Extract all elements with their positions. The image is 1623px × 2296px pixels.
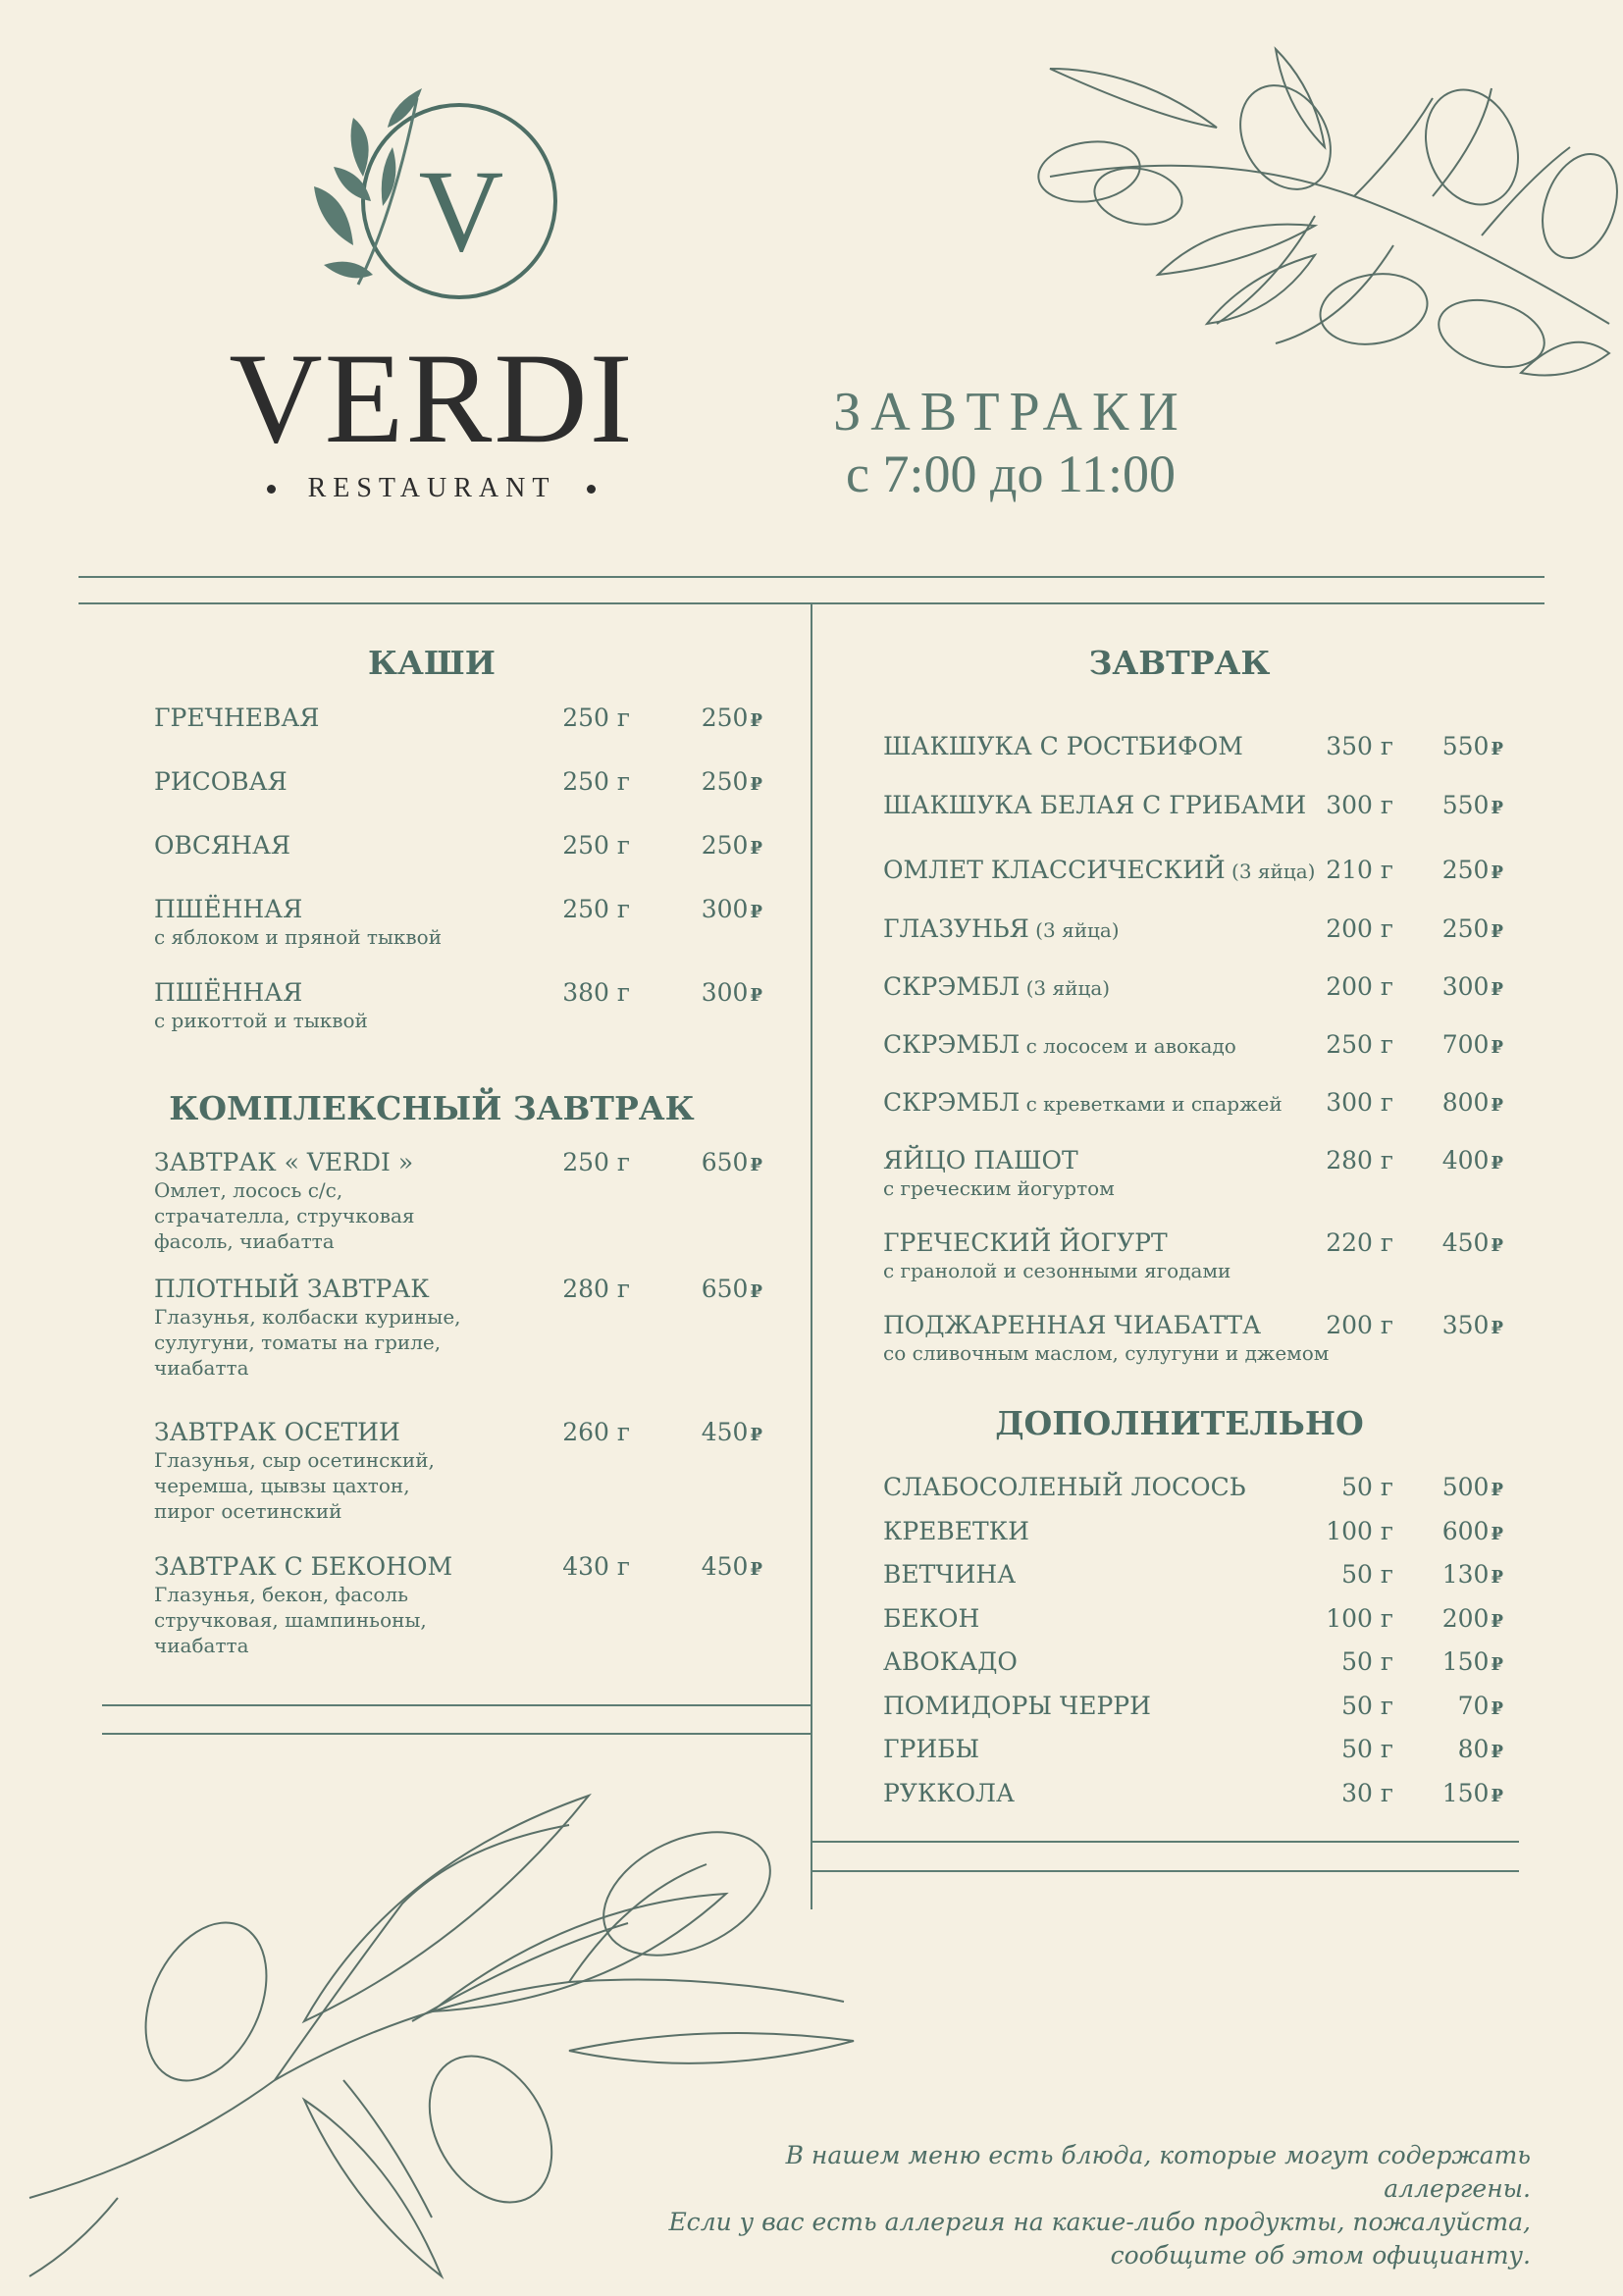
ruble-sign: ₽ <box>1491 1480 1503 1500</box>
item-name-text: КРЕВЕТКИ <box>883 1517 1029 1545</box>
item-name-text: ГРЕЧНЕВАЯ <box>154 704 320 732</box>
item-weight: 250 г <box>562 1148 630 1176</box>
item-name-text: ЗАВТРАК « VERDI » <box>154 1148 414 1176</box>
item-price <box>1442 1779 1503 1807</box>
item-price-value: 800 <box>1441 1088 1490 1117</box>
ruble-sign: ₽ <box>750 1281 762 1302</box>
ruble-sign: ₽ <box>750 1155 762 1175</box>
item-name <box>154 1148 413 1176</box>
item-weight: 200 г <box>1326 1311 1393 1339</box>
item-weight: 250 г <box>562 704 630 732</box>
item-name <box>883 1228 1168 1257</box>
item-price <box>1458 1692 1503 1720</box>
ruble-sign: ₽ <box>1491 979 1503 1000</box>
ruble-sign: ₽ <box>1491 1153 1503 1174</box>
item-weight: 300 г <box>1326 791 1393 819</box>
item-weight: 380 г <box>562 978 630 1007</box>
logo-monogram: V <box>418 145 504 276</box>
item-name-text: АВОКАДО <box>883 1647 1018 1676</box>
item-price-value: 450 <box>1441 1228 1490 1257</box>
allergen-notice-line-3: сообщите об этом официанту. <box>1110 2241 1531 2270</box>
item-price <box>702 895 762 923</box>
ruble-sign: ₽ <box>750 1425 762 1445</box>
item-price <box>1442 1560 1503 1589</box>
service-hours: с 7:00 до 11:00 <box>846 444 1176 503</box>
ruble-sign: ₽ <box>1491 1318 1503 1338</box>
item-price-value: 150 <box>1441 1647 1490 1676</box>
item-name <box>883 914 1120 943</box>
ruble-sign: ₽ <box>750 838 762 859</box>
item-price-value: 300 <box>701 895 749 923</box>
item-name-text: ЯЙЦО ПАШОТ <box>883 1146 1078 1174</box>
item-price-value: 130 <box>1441 1560 1490 1589</box>
item-weight: 350 г <box>1326 732 1393 760</box>
item-price-value: 450 <box>701 1552 749 1581</box>
item-price-value: 250 <box>701 767 749 796</box>
item-weight: 280 г <box>562 1275 630 1303</box>
ruble-sign: ₽ <box>1491 1567 1503 1588</box>
item-price <box>1442 1088 1503 1117</box>
allergen-notice-line-2: Если у вас есть аллергия на какие-либо продукты, пожалуйста, <box>668 2208 1531 2236</box>
item-price <box>1442 1604 1503 1633</box>
item-price-value: 450 <box>701 1418 749 1446</box>
item-weight: 100 г <box>1326 1604 1393 1633</box>
item-name <box>154 704 320 732</box>
item-name-text: ПОМИДОРЫ ЧЕРРИ <box>883 1692 1151 1720</box>
item-price-value: 650 <box>701 1275 749 1303</box>
item-weight: 210 г <box>1326 856 1393 884</box>
item-price <box>1442 1228 1503 1257</box>
item-name-text: ПОДЖАРЕННАЯ ЧИАБАТТА <box>883 1311 1262 1339</box>
ruble-sign: ₽ <box>1491 1698 1503 1719</box>
item-name <box>883 1030 1236 1059</box>
item-name-text: ОМЛЕТ КЛАССИЧЕСКИЙ <box>883 856 1226 884</box>
item-name <box>883 1692 1151 1720</box>
item-weight: 250 г <box>562 895 630 923</box>
item-description: Глазунья, колбаски куриные, сулугуни, томаты на гриле, чиабатта <box>154 1305 461 1380</box>
item-weight: 200 г <box>1326 972 1393 1001</box>
section-title-extras: ДОПОЛНИТЕЛЬНО <box>995 1404 1364 1442</box>
item-name-text: ЗАВТРАК С БЕКОНОМ <box>154 1552 453 1581</box>
item-price <box>1442 1146 1503 1174</box>
ruble-sign: ₽ <box>750 710 762 731</box>
item-name <box>883 856 1315 884</box>
item-name-text: СКРЭМБЛ <box>883 1088 1021 1117</box>
right-bottom-line <box>811 1841 1519 1843</box>
item-name-text: ПШЁННАЯ <box>154 978 303 1007</box>
item-name <box>154 1418 400 1446</box>
ruble-sign: ₽ <box>1491 862 1503 883</box>
item-price-value: 250 <box>701 704 749 732</box>
item-name <box>883 1473 1246 1501</box>
ruble-sign: ₽ <box>1491 1786 1503 1806</box>
item-price <box>1442 972 1503 1001</box>
item-description: Глазунья, бекон, фасоль стручковая, шампиньоны, чиабатта <box>154 1583 427 1657</box>
item-price <box>1442 1030 1503 1059</box>
item-price <box>702 1552 762 1581</box>
item-weight: 200 г <box>1326 914 1393 943</box>
item-price-value: 350 <box>1441 1311 1490 1339</box>
item-name-note: (3 яйца) <box>1020 976 1111 1000</box>
ruble-sign: ₽ <box>1491 1524 1503 1544</box>
item-weight: 430 г <box>562 1552 630 1581</box>
item-name-text: ГЛАЗУНЬЯ <box>883 914 1029 943</box>
item-name-note: с лососем и авокадо <box>1020 1034 1236 1058</box>
item-name <box>883 972 1110 1001</box>
item-name-text: СКРЭМБЛ <box>883 972 1021 1001</box>
item-description: со сливочным маслом, сулугуни и джемом <box>883 1341 1330 1365</box>
allergen-notice-line-1: В нашем меню есть блюда, которые могут содержать аллергены. <box>785 2141 1531 2203</box>
item-name-note: (3 яйца) <box>1225 860 1316 883</box>
item-price <box>702 704 762 732</box>
item-name-text: ГРЕЧЕСКИЙ ЙОГУРТ <box>883 1228 1168 1257</box>
item-price <box>702 831 762 860</box>
olive-branch-top-illustration <box>1021 29 1619 402</box>
ruble-sign: ₽ <box>1491 1742 1503 1762</box>
section-title-kashi: КАШИ <box>368 644 496 682</box>
column-divider-line <box>811 604 812 1909</box>
item-name-text: ПШЁННАЯ <box>154 895 303 923</box>
item-name-text: ВЕТЧИНА <box>883 1560 1017 1589</box>
ruble-sign: ₽ <box>750 774 762 795</box>
item-name <box>154 978 302 1007</box>
item-name <box>883 1311 1261 1339</box>
item-weight: 100 г <box>1326 1517 1393 1545</box>
item-name-text: ШАКШУКА С РОСТБИФОМ <box>883 732 1243 760</box>
item-price-value: 600 <box>1441 1517 1490 1545</box>
item-weight: 50 г <box>1341 1647 1393 1676</box>
section-title-complex-breakfast: КОМПЛЕКСНЫЙ ЗАВТРАК <box>169 1089 695 1127</box>
item-name-text: РУККОЛА <box>883 1779 1015 1807</box>
item-name-text: СЛАБОСОЛЕНЫЙ ЛОСОСЬ <box>883 1473 1246 1501</box>
ruble-sign: ₽ <box>1491 921 1503 942</box>
item-price <box>702 1418 762 1446</box>
item-price-value: 150 <box>1441 1779 1490 1807</box>
section-title-breakfast: ЗАВТРАК <box>1088 644 1271 682</box>
item-price <box>1442 1473 1503 1501</box>
item-price-value: 400 <box>1441 1146 1490 1174</box>
item-price-value: 300 <box>701 978 749 1007</box>
brand-subtitle: RESTAURANT <box>307 473 556 503</box>
item-price-value: 200 <box>1441 1604 1490 1633</box>
ruble-sign: ₽ <box>1491 798 1503 818</box>
item-price <box>1442 1311 1503 1339</box>
item-name-text: ЗАВТРАК ОСЕТИИ <box>154 1418 400 1446</box>
item-price <box>702 1148 762 1176</box>
item-price <box>1442 791 1503 819</box>
left-bottom-line <box>102 1704 812 1706</box>
item-name-text: СКРЭМБЛ <box>883 1030 1021 1059</box>
item-price <box>1442 914 1503 943</box>
item-price <box>1442 856 1503 884</box>
item-name-text: ШАКШУКА БЕЛАЯ С ГРИБАМИ <box>883 791 1307 819</box>
item-name <box>883 1088 1283 1117</box>
ruble-sign: ₽ <box>1491 1654 1503 1675</box>
item-price <box>702 1275 762 1303</box>
item-price-value: 250 <box>1441 914 1490 943</box>
ruble-sign: ₽ <box>750 902 762 922</box>
item-description: Глазунья, сыр осетинский, черемша, цывзы цахтон, пирог осетинский <box>154 1448 435 1523</box>
item-weight: 300 г <box>1326 1088 1393 1117</box>
item-price-value: 300 <box>1441 972 1490 1001</box>
item-description: с греческим йогуртом <box>883 1176 1115 1200</box>
item-price-value: 700 <box>1441 1030 1490 1059</box>
item-weight: 250 г <box>562 831 630 860</box>
item-weight: 50 г <box>1341 1473 1393 1501</box>
ruble-sign: ₽ <box>750 985 762 1006</box>
item-price-value: 250 <box>1441 856 1490 884</box>
item-weight: 250 г <box>1326 1030 1393 1059</box>
item-name <box>154 767 288 796</box>
item-name-note: (3 яйца) <box>1028 918 1120 942</box>
item-name <box>883 1604 979 1633</box>
item-name <box>883 732 1243 760</box>
item-name-text: ОВСЯНАЯ <box>154 831 291 860</box>
item-name <box>883 791 1306 819</box>
item-name <box>883 1779 1015 1807</box>
left-bottom-line-second <box>102 1733 812 1735</box>
item-price <box>1442 732 1503 760</box>
right-bottom-line-second <box>811 1870 1519 1872</box>
item-weight: 250 г <box>562 767 630 796</box>
item-description: Омлет, лосось с/с, страчателла, стручковая фасоль, чиабатта <box>154 1178 415 1253</box>
item-price-value: 550 <box>1441 732 1490 760</box>
item-name <box>883 1647 1018 1676</box>
item-name-text: ПЛОТНЫЙ ЗАВТРАК <box>154 1275 430 1303</box>
item-price <box>1458 1735 1503 1763</box>
ruble-sign: ₽ <box>1491 739 1503 759</box>
item-price-value: 550 <box>1441 791 1490 819</box>
item-description: с гранолой и сезонными ягодами <box>883 1259 1231 1282</box>
item-price <box>1442 1517 1503 1545</box>
item-price-value: 80 <box>1457 1735 1490 1763</box>
allergen-notice <box>648 2139 1531 2272</box>
item-name <box>154 1552 452 1581</box>
brand-name: VERDI <box>229 326 635 470</box>
ruble-sign: ₽ <box>1491 1235 1503 1256</box>
item-price <box>702 978 762 1007</box>
ruble-sign: ₽ <box>1491 1611 1503 1632</box>
item-price <box>1442 1647 1503 1676</box>
item-name <box>154 831 290 860</box>
item-price <box>702 767 762 796</box>
item-price-value: 70 <box>1457 1692 1490 1720</box>
item-price-value: 650 <box>701 1148 749 1176</box>
item-weight: 50 г <box>1341 1560 1393 1589</box>
item-name <box>154 1275 430 1303</box>
item-weight: 260 г <box>562 1418 630 1446</box>
item-weight: 50 г <box>1341 1692 1393 1720</box>
item-price-value: 250 <box>701 831 749 860</box>
item-description: с рикоттой и тыквой <box>154 1009 368 1032</box>
item-name-text: БЕКОН <box>883 1604 980 1633</box>
menu-title: ЗАВТРАКИ <box>833 382 1188 443</box>
item-name-text: РИСОВАЯ <box>154 767 288 796</box>
item-weight: 50 г <box>1341 1735 1393 1763</box>
ruble-sign: ₽ <box>1491 1095 1503 1116</box>
ruble-sign: ₽ <box>750 1559 762 1580</box>
item-name <box>883 1146 1078 1174</box>
item-weight: 280 г <box>1326 1146 1393 1174</box>
item-name-note: с креветками и спаржей <box>1020 1092 1283 1116</box>
item-weight: 30 г <box>1341 1779 1393 1807</box>
item-weight: 220 г <box>1326 1228 1393 1257</box>
item-name-text: ГРИБЫ <box>883 1735 980 1763</box>
top-divider-line <box>79 576 1544 578</box>
item-price-value: 500 <box>1441 1473 1490 1501</box>
item-name <box>883 1517 1029 1545</box>
item-name <box>883 1735 979 1763</box>
item-description: с яблоком и пряной тыквой <box>154 925 443 949</box>
item-name <box>154 895 302 923</box>
ruble-sign: ₽ <box>1491 1037 1503 1058</box>
item-name <box>883 1560 1016 1589</box>
